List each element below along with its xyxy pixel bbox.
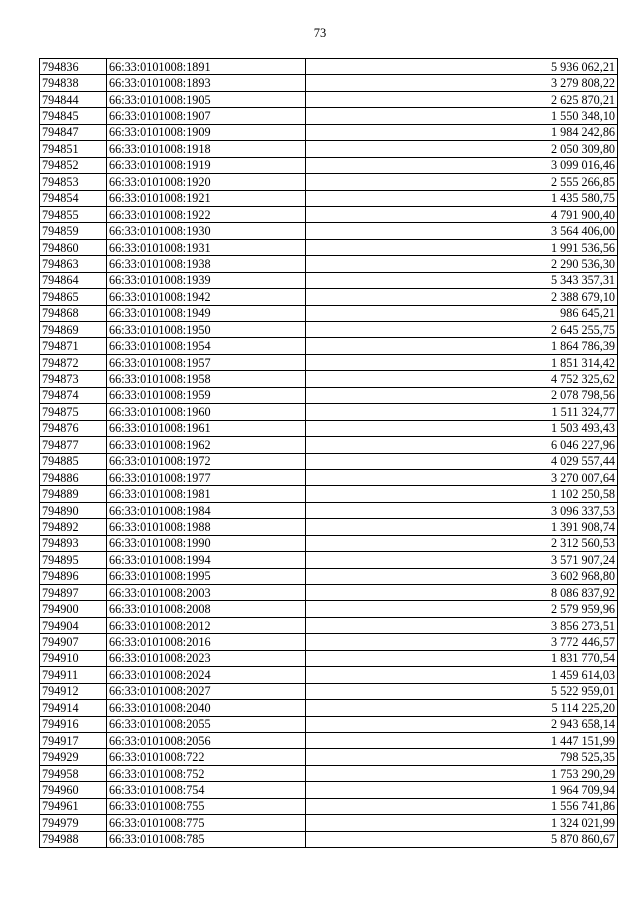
cadastral-value-cell: 1 964 709,94 [306,782,618,798]
cadastral-value-cell: 3 096 337,53 [306,502,618,518]
cadastral-value-cell: 3 602 968,80 [306,568,618,584]
row-id-cell: 794847 [40,124,107,140]
cadastral-number-cell: 66:33:0101008:1942 [107,289,306,305]
cadastral-value-cell: 1 459 614,03 [306,667,618,683]
row-id-cell: 794897 [40,585,107,601]
row-id-cell: 794988 [40,831,107,847]
cadastral-value-cell: 986 645,21 [306,305,618,321]
table-body [40,59,618,848]
row-id-cell: 794914 [40,700,107,716]
cadastral-number-cell: 66:33:0101008:785 [107,831,306,847]
cadastral-number-cell: 66:33:0101008:2023 [107,650,306,666]
row-id-cell: 794889 [40,486,107,502]
cadastral-value-cell: 1 550 348,10 [306,108,618,124]
table-row [40,59,618,75]
row-id-cell: 794871 [40,338,107,354]
table-row [40,815,618,831]
cadastral-value-cell: 3 856 273,51 [306,617,618,633]
cadastral-value-cell: 1 991 536,56 [306,239,618,255]
cadastral-value-cell: 3 270 007,64 [306,469,618,485]
cadastral-number-cell: 66:33:0101008:1972 [107,453,306,469]
page-number: 73 [313,26,327,40]
cadastral-value-cell: 2 625 870,21 [306,91,618,107]
table-row [40,124,618,140]
cadastral-number-cell: 66:33:0101008:1958 [107,371,306,387]
cadastral-value-cell: 6 046 227,96 [306,437,618,453]
cadastral-number-cell: 66:33:0101008:1950 [107,322,306,338]
row-id-cell: 794929 [40,749,107,765]
row-id-cell: 794859 [40,223,107,239]
cadastral-value-cell: 3 772 446,57 [306,634,618,650]
cadastral-value-cell: 5 936 062,21 [306,59,618,75]
table-row [40,650,618,666]
table-row [40,552,618,568]
cadastral-value-cell: 5 522 959,01 [306,683,618,699]
cadastral-value-cell: 2 645 255,75 [306,322,618,338]
row-id-cell: 794877 [40,437,107,453]
table-row [40,716,618,732]
row-id-cell: 794911 [40,667,107,683]
cadastral-number-cell: 66:33:0101008:1981 [107,486,306,502]
cadastral-number-cell: 66:33:0101008:1907 [107,108,306,124]
table-row [40,141,618,157]
cadastral-value-cell: 2 943 658,14 [306,716,618,732]
table-row [40,75,618,91]
cadastral-number-cell: 66:33:0101008:1918 [107,141,306,157]
table-row [40,782,618,798]
cadastral-value-cell: 1 556 741,86 [306,798,618,814]
cadastral-number-cell: 66:33:0101008:1893 [107,75,306,91]
cadastral-value-cell: 1 435 580,75 [306,190,618,206]
table-row [40,667,618,683]
row-id-cell: 794895 [40,552,107,568]
cadastral-value-cell: 3 564 406,00 [306,223,618,239]
row-id-cell: 794960 [40,782,107,798]
cadastral-value-cell: 4 029 557,44 [306,453,618,469]
table-row [40,798,618,814]
cadastral-number-cell: 66:33:0101008:1938 [107,256,306,272]
cadastral-number-cell: 66:33:0101008:2008 [107,601,306,617]
table-row [40,683,618,699]
cadastral-value-cell: 2 388 679,10 [306,289,618,305]
row-id-cell: 794855 [40,206,107,222]
cadastral-value-cell: 4 791 900,40 [306,206,618,222]
table-row [40,749,618,765]
table-row [40,157,618,173]
table-row [40,437,618,453]
table-row [40,765,618,781]
row-id-cell: 794886 [40,469,107,485]
cadastral-number-cell: 66:33:0101008:2056 [107,732,306,748]
cadastral-number-cell: 66:33:0101008:1959 [107,387,306,403]
cadastral-value-cell: 1 864 786,39 [306,338,618,354]
table-row [40,404,618,420]
cadastral-number-cell: 66:33:0101008:2003 [107,585,306,601]
row-id-cell: 794874 [40,387,107,403]
cadastral-value-cell: 4 752 325,62 [306,371,618,387]
row-id-cell: 794875 [40,404,107,420]
row-id-cell: 794916 [40,716,107,732]
cadastral-number-cell: 66:33:0101008:1994 [107,552,306,568]
cadastral-number-cell: 66:33:0101008:2016 [107,634,306,650]
cadastral-value-table [39,58,618,848]
cadastral-number-cell: 66:33:0101008:2012 [107,617,306,633]
cadastral-number-cell: 66:33:0101008:1931 [107,239,306,255]
table-row [40,634,618,650]
cadastral-value-cell: 1 753 290,29 [306,765,618,781]
table-row [40,387,618,403]
cadastral-value-cell: 1 447 151,99 [306,732,618,748]
table-row [40,469,618,485]
cadastral-value-cell: 1 102 250,58 [306,486,618,502]
row-id-cell: 794838 [40,75,107,91]
table-row [40,617,618,633]
cadastral-value-cell: 3 571 907,24 [306,552,618,568]
cadastral-number-cell: 66:33:0101008:1920 [107,174,306,190]
cadastral-number-cell: 66:33:0101008:1957 [107,354,306,370]
row-id-cell: 794907 [40,634,107,650]
row-id-cell: 794864 [40,272,107,288]
row-id-cell: 794873 [40,371,107,387]
table-row [40,91,618,107]
table-row [40,568,618,584]
cadastral-value-cell: 5 114 225,20 [306,700,618,716]
table-row [40,322,618,338]
table-row [40,700,618,716]
table-row [40,239,618,255]
row-id-cell: 794865 [40,289,107,305]
cadastral-number-cell: 66:33:0101008:754 [107,782,306,798]
cadastral-number-cell: 66:33:0101008:1988 [107,519,306,535]
table-row [40,289,618,305]
cadastral-value-cell: 2 579 959,96 [306,601,618,617]
cadastral-number-cell: 66:33:0101008:1921 [107,190,306,206]
row-id-cell: 794868 [40,305,107,321]
cadastral-value-cell: 1 984 242,86 [306,124,618,140]
row-id-cell: 794872 [40,354,107,370]
cadastral-number-cell: 66:33:0101008:1961 [107,420,306,436]
table-row [40,453,618,469]
cadastral-value-cell: 1 851 314,42 [306,354,618,370]
cadastral-value-cell: 1 831 770,54 [306,650,618,666]
row-id-cell: 794860 [40,239,107,255]
cadastral-number-cell: 66:33:0101008:2027 [107,683,306,699]
table-row [40,256,618,272]
row-id-cell: 794910 [40,650,107,666]
cadastral-number-cell: 66:33:0101008:2024 [107,667,306,683]
row-id-cell: 794851 [40,141,107,157]
row-id-cell: 794912 [40,683,107,699]
cadastral-value-cell: 798 525,35 [306,749,618,765]
cadastral-value-cell: 2 555 266,85 [306,174,618,190]
table-row [40,486,618,502]
cadastral-value-cell: 3 279 808,22 [306,75,618,91]
row-id-cell: 794961 [40,798,107,814]
row-id-cell: 794885 [40,453,107,469]
table-row [40,371,618,387]
cadastral-number-cell: 66:33:0101008:2055 [107,716,306,732]
row-id-cell: 794893 [40,535,107,551]
row-id-cell: 794876 [40,420,107,436]
cadastral-number-cell: 66:33:0101008:1891 [107,59,306,75]
cadastral-number-cell: 66:33:0101008:1922 [107,206,306,222]
cadastral-value-cell: 1 511 324,77 [306,404,618,420]
row-id-cell: 794844 [40,91,107,107]
row-id-cell: 794958 [40,765,107,781]
cadastral-value-cell: 1 324 021,99 [306,815,618,831]
row-id-cell: 794845 [40,108,107,124]
cadastral-number-cell: 66:33:0101008:2040 [107,700,306,716]
cadastral-value-cell: 1 391 908,74 [306,519,618,535]
table-row [40,601,618,617]
table-row [40,831,618,847]
table-row [40,535,618,551]
row-id-cell: 794890 [40,502,107,518]
cadastral-number-cell: 66:33:0101008:1905 [107,91,306,107]
row-id-cell: 794917 [40,732,107,748]
cadastral-value-cell: 5 343 357,31 [306,272,618,288]
table-row [40,732,618,748]
cadastral-number-cell: 66:33:0101008:775 [107,815,306,831]
row-id-cell: 794852 [40,157,107,173]
row-id-cell: 794892 [40,519,107,535]
cadastral-value-cell: 3 099 016,46 [306,157,618,173]
table-row [40,305,618,321]
row-id-cell: 794854 [40,190,107,206]
cadastral-number-cell: 66:33:0101008:1930 [107,223,306,239]
table-row [40,338,618,354]
table-row [40,420,618,436]
cadastral-number-cell: 66:33:0101008:1962 [107,437,306,453]
cadastral-number-cell: 66:33:0101008:1995 [107,568,306,584]
table-row [40,190,618,206]
table-row [40,223,618,239]
cadastral-value-cell: 5 870 860,67 [306,831,618,847]
cadastral-number-cell: 66:33:0101008:1990 [107,535,306,551]
cadastral-number-cell: 66:33:0101008:1919 [107,157,306,173]
cadastral-number-cell: 66:33:0101008:752 [107,765,306,781]
cadastral-number-cell: 66:33:0101008:1954 [107,338,306,354]
row-id-cell: 794853 [40,174,107,190]
cadastral-number-cell: 66:33:0101008:1909 [107,124,306,140]
table-row [40,354,618,370]
table-row [40,585,618,601]
cadastral-number-cell: 66:33:0101008:1949 [107,305,306,321]
cadastral-value-cell: 2 290 536,30 [306,256,618,272]
row-id-cell: 794896 [40,568,107,584]
cadastral-value-cell: 2 078 798,56 [306,387,618,403]
cadastral-value-cell: 8 086 837,92 [306,585,618,601]
table-row [40,108,618,124]
table-row [40,206,618,222]
row-id-cell: 794863 [40,256,107,272]
table-row [40,272,618,288]
table-row [40,174,618,190]
cadastral-number-cell: 66:33:0101008:1977 [107,469,306,485]
row-id-cell: 794979 [40,815,107,831]
cadastral-number-cell: 66:33:0101008:1984 [107,502,306,518]
table-row [40,519,618,535]
row-id-cell: 794869 [40,322,107,338]
cadastral-number-cell: 66:33:0101008:755 [107,798,306,814]
cadastral-value-cell: 2 312 560,53 [306,535,618,551]
cadastral-number-cell: 66:33:0101008:722 [107,749,306,765]
cadastral-value-cell: 2 050 309,80 [306,141,618,157]
cadastral-number-cell: 66:33:0101008:1960 [107,404,306,420]
cadastral-number-cell: 66:33:0101008:1939 [107,272,306,288]
row-id-cell: 794836 [40,59,107,75]
row-id-cell: 794904 [40,617,107,633]
row-id-cell: 794900 [40,601,107,617]
cadastral-value-cell: 1 503 493,43 [306,420,618,436]
table-row [40,502,618,518]
